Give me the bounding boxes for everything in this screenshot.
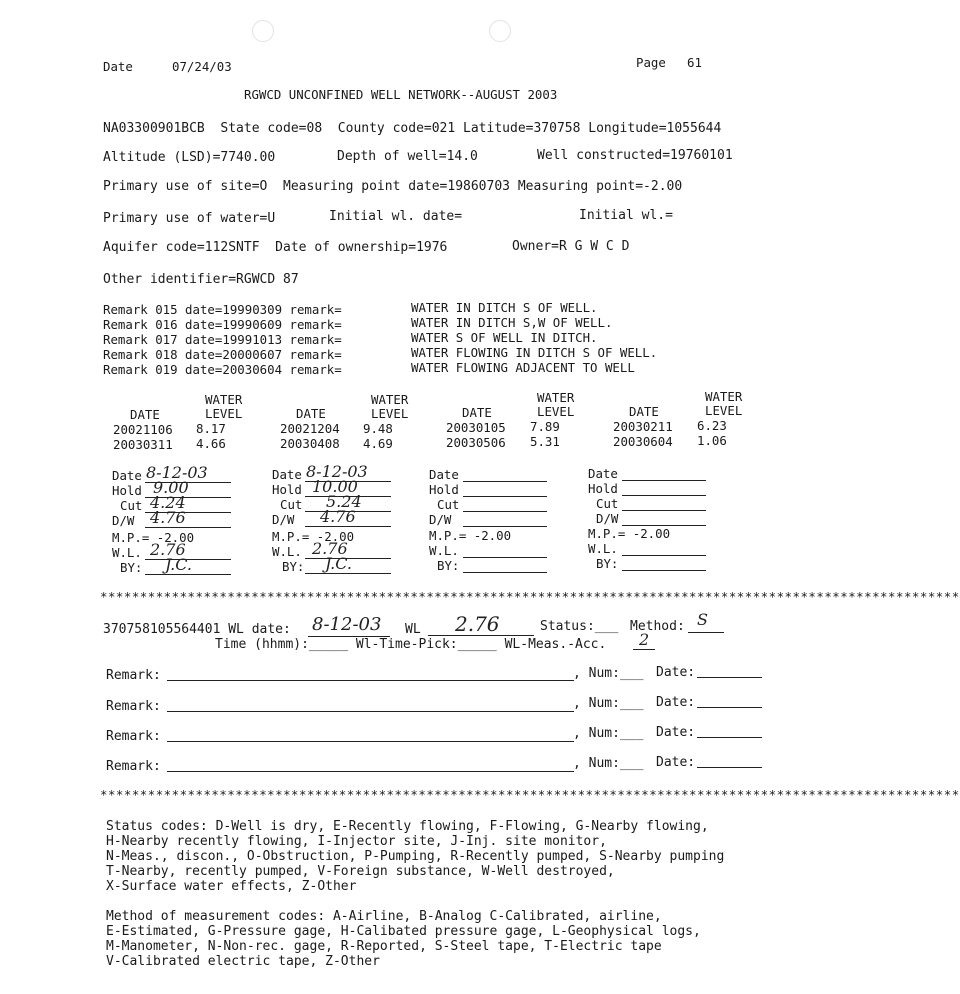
remark-date-label: Date: [656,755,696,770]
handwritten-wl[interactable]: 2.76 [312,539,348,558]
other-identifier: Other identifier=RGWCD 87 [103,272,299,287]
cut-field-label: Cut [280,497,303,512]
hold-field-label: Hold [429,482,459,497]
column-header-water: WATER [537,390,575,405]
binder-hole-right [489,20,511,42]
handwritten-hold[interactable]: 10.00 [312,477,358,496]
handwritten-accuracy[interactable]: 2 [639,630,650,649]
dw-field-label: D/W [596,511,619,526]
method-codes-line: E-Estimated, G-Pressure gage, H-Calibated pressure gage, L-Geophysical logs, [106,924,701,939]
column-header-water: WATER [205,392,243,407]
column-header-water: WATER [371,392,409,407]
altitude: Altitude (LSD)=7740.00 [103,150,276,165]
by-field-label: BY: [437,558,460,573]
remark-label: Remark 018 date=20000607 remark= [103,347,342,362]
status-codes-line: N-Meas., discon., O-Obstruction, P-Pumping, R-Recently pumped, S-Nearby pumping [106,849,725,864]
wl-level-cell: 6.23 [697,418,727,433]
handwritten-cut[interactable]: 4.24 [150,493,186,512]
method-label: Method: [630,619,685,634]
column-header-level: LEVEL [705,403,743,418]
handwritten-hold[interactable]: 9.00 [153,478,189,497]
remark-text: WATER S OF WELL IN DITCH. [411,330,598,345]
remark-date-field[interactable] [697,737,762,738]
remark-text: WATER FLOWING ADJACENT TO WELL [411,360,635,375]
remark-label: Remark 016 date=19990609 remark= [103,317,342,332]
status-codes-line: Status codes: D-Well is dry, E-Recently flowing, F-Flowing, G-Nearby flowing, [106,819,709,834]
wl-field-label: W.L. [272,544,302,559]
remark-label: Remark 017 date=19991013 remark= [103,332,342,347]
method-codes-line: M-Manometer, N-Non-rec. gage, R-Reported, S-Steel tape, T-Electric tape [106,939,662,954]
remark-entry-field[interactable] [167,711,574,712]
column-header-water: WATER [705,389,743,404]
remark-entry-field[interactable] [167,680,574,681]
remark-entry-label: Remark: [106,699,161,714]
handwritten-date[interactable]: 8-12-03 [146,463,208,482]
status-codes-line: T-Nearby, recently pumped, V-Foreign substance, W-Well destroyed, [106,864,615,879]
dw-field-label: D/W [272,512,295,527]
handwritten-initials[interactable]: J.C. [325,554,353,573]
cut-field-label: Cut [596,496,619,511]
column-header-level: LEVEL [371,406,409,421]
cut-field-label: Cut [120,498,143,513]
page-label: Page [636,55,666,70]
owner: Owner=R G W C D [512,239,630,254]
remark-text: WATER IN DITCH S OF WELL. [411,300,598,315]
status-codes-line: X-Surface water effects, Z-Other [106,879,357,894]
wl-level-cell: 5.31 [530,434,560,449]
remark-date-field[interactable] [697,677,762,678]
by-field-label: BY: [120,560,143,575]
remark-date-label: Date: [656,725,696,740]
remark-date-field[interactable] [697,707,762,708]
wl-level-cell: 1.06 [697,433,727,448]
remark-date-field[interactable] [697,767,762,768]
remark-label: Remark 015 date=19990309 remark= [103,302,342,317]
handwritten-date[interactable]: 8-12-03 [306,462,368,481]
wl-date-cell: 20030105 [446,420,506,435]
aquifer-code: Aquifer code=112SNTF Date of ownership=1976 [103,240,448,255]
time-wl-pick-line: Time (hhmm):_____ Wl-Time-Pick:_____ WL-Meas.-Acc. [215,637,607,652]
primary-use-site: Primary use of site=O Measuring point date=19860703 Measuring point=-2.00 [103,179,683,194]
remark-label: Remark 019 date=20030604 remark= [103,362,342,377]
report-title: RGWCD UNCONFINED WELL NETWORK--AUGUST 2003 [244,87,558,102]
dw-field-label: D/W [112,513,135,528]
column-header-date: DATE [462,405,492,420]
remark-num-field[interactable]: , Num:___ [573,666,644,681]
method-codes-line: Method of measurement codes: A-Airline, B-Analog C-Calibrated, airline, [106,909,662,924]
mp-value: M.P.= -2.00 [112,530,195,545]
remark-date-label: Date: [656,665,696,680]
dw-field-label: D/W [429,512,452,527]
handwritten-wl-value[interactable]: 2.76 [455,612,500,636]
by-field-label: BY: [282,559,305,574]
mp-value: M.P.= -2.00 [272,529,355,544]
handwritten-method[interactable]: S [697,610,708,629]
date-field-label: Date [429,467,459,482]
by-field-label: BY: [596,556,619,571]
remark-text: WATER IN DITCH S,W OF WELL. [411,315,613,330]
initial-wl: Initial wl.= [579,208,673,223]
remark-entry-label: Remark: [106,729,161,744]
remark-date-label: Date: [656,695,696,710]
wl-level-cell: 4.66 [196,436,226,451]
wl-date-cell: 20030506 [446,435,506,450]
wl-date-cell: 20021106 [113,422,173,437]
date-field-label: Date [272,467,302,482]
column-header-date: DATE [296,406,326,421]
wl-level-cell: 8.17 [196,421,226,436]
hold-field-label: Hold [272,482,302,497]
separator-stars: ************************************************************************************************************ [100,589,960,604]
mp-value: M.P.= -2.00 [429,528,512,543]
remark-num-field[interactable]: , Num:___ [573,696,644,711]
cut-field-label: Cut [437,497,460,512]
wl-field-label: W.L. [588,541,618,556]
page-number: 61 [687,55,702,70]
remark-entry-label: Remark: [106,668,161,683]
status-field[interactable]: Status:___ [540,619,619,634]
well-id-wl-date-label: 370758105564401 WL date: [103,622,291,637]
wl-level-cell: 4.69 [363,436,393,451]
handwritten-initials[interactable]: J.C. [165,555,193,574]
report-date: 07/24/03 [172,59,232,74]
date-field-label: Date [588,466,618,481]
handwritten-dw[interactable]: 4.76 [320,507,356,526]
primary-use-water: Primary use of water=U [103,211,276,226]
mp-value: M.P.= -2.00 [588,526,671,541]
handwritten-cut[interactable]: 5.24 [326,492,362,511]
wl-date-cell: 20030211 [613,419,673,434]
handwritten-wl[interactable]: 2.76 [150,540,186,559]
wl-date-cell: 20030408 [280,436,340,451]
initial-wl-date: Initial wl. date= [329,209,463,224]
wl-date-cell: 20021204 [280,421,340,436]
column-header-date: DATE [130,407,160,422]
remark-entry-field[interactable] [167,771,574,772]
hold-field-label: Hold [588,481,618,496]
wl-field-label: W.L. [429,543,459,558]
wl-level-cell: 9.48 [363,421,393,436]
site-id-line: NA03300901BCB State code=08 County code=021 Latitude=370758 Longitude=1055644 [103,121,722,136]
remark-text: WATER FLOWING IN DITCH S OF WELL. [411,345,658,360]
well-constructed: Well constructed=19760101 [537,148,733,163]
wl-date-cell: 20030604 [613,434,673,449]
method-codes-line: V-Calibrated electric tape, Z-Other [106,954,380,969]
remark-num-field[interactable]: , Num:___ [573,756,644,771]
column-header-level: LEVEL [205,406,243,421]
wl-date-cell: 20030311 [113,437,173,452]
handwritten-dw[interactable]: 4.76 [150,508,186,527]
wl-label: WL [405,622,421,637]
status-codes-line: H-Nearby recently flowing, I-Injector site, J-Inj. site monitor, [106,834,607,849]
wl-field-label: W.L. [112,545,142,560]
remark-num-field[interactable]: , Num:___ [573,726,644,741]
hold-field-label: Hold [112,483,142,498]
remark-entry-label: Remark: [106,759,161,774]
date-label: Date [103,59,133,74]
binder-hole-left [252,20,274,42]
separator-stars: ************************************************************************************************************ [100,787,960,802]
column-header-level: LEVEL [537,404,575,419]
handwritten-wl-date[interactable]: 8-12-03 [312,614,382,635]
wl-level-cell: 7.89 [530,419,560,434]
column-header-date: DATE [629,404,659,419]
date-field-label: Date [112,468,142,483]
well-depth: Depth of well=14.0 [337,149,478,164]
remark-entry-field[interactable] [167,741,574,742]
